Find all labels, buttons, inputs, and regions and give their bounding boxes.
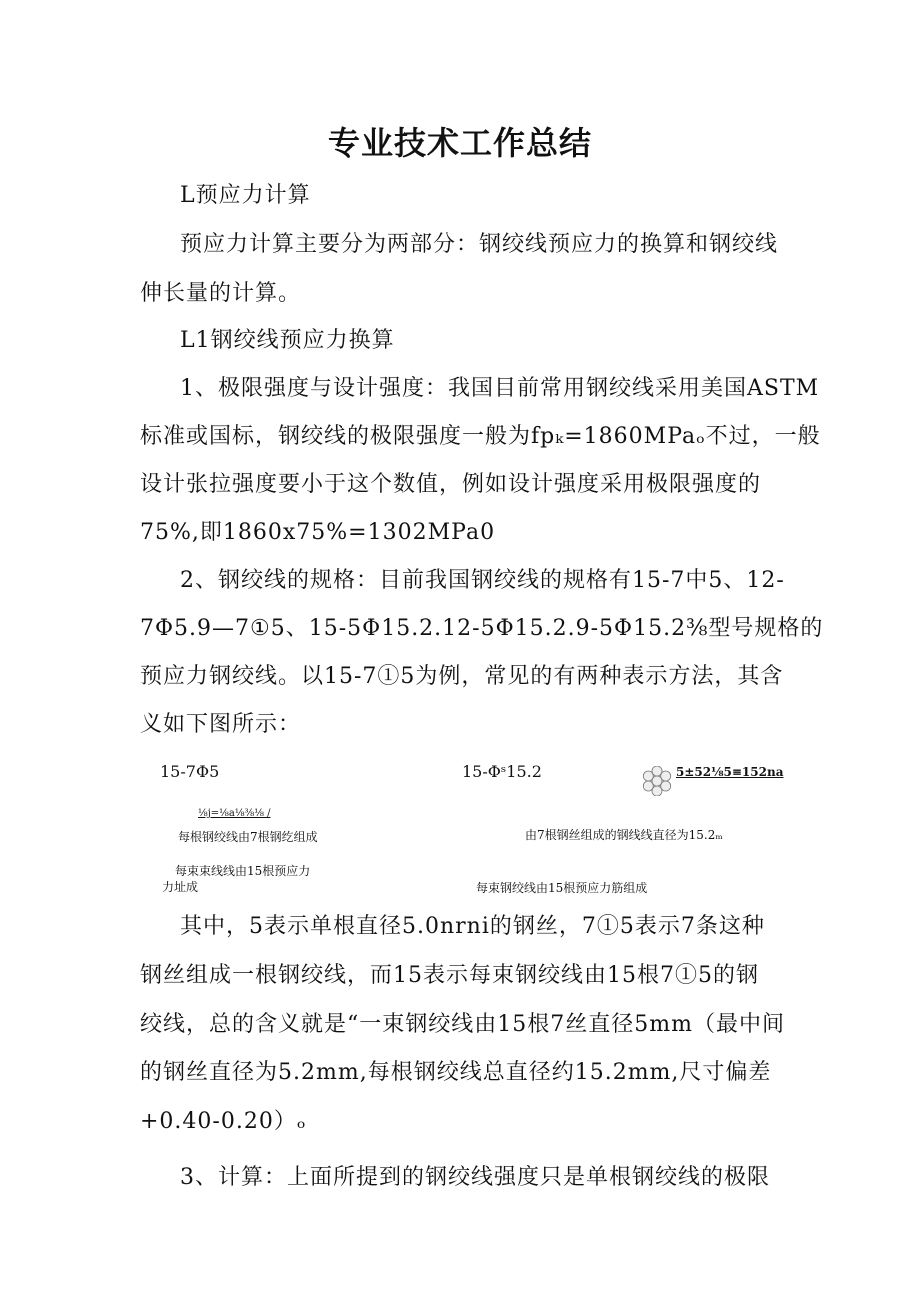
paragraph-line: 绞线，总的含义就是“一束钢绞线由15根7丝直径5mm（最中间 — [140, 1012, 785, 1037]
paragraph-line: 3、计算：上面所提到的钢绞线强度只是单根钢绞线的极限 — [180, 1165, 770, 1190]
figure-left-label: 15-7Φ5 — [160, 762, 220, 781]
figure-left-garbled: ⅛j=⅛a⅛⅜⅛ / — [198, 808, 271, 819]
paragraph-line: 钢丝组成一根钢绞线，而15表示每束钢绞线由15根7①5的钢 — [140, 963, 759, 988]
paragraph-line: 1、极限强度与设计强度：我国目前常用钢绞线采用美国ASTM — [180, 376, 820, 401]
paragraph-line: 伸长量的计算。 — [140, 281, 302, 306]
strand-cross-section-icon — [642, 766, 672, 796]
paragraph-line: 2、钢绞线的规格：目前我国钢绞线的规格有15-7中5、12- — [180, 568, 785, 593]
figure-left-caption-2b: 力址成 — [162, 880, 199, 894]
page-title: 专业技术工作总结 — [327, 124, 592, 162]
subsection-heading: L1钢绞线预应力换算 — [180, 328, 395, 353]
figure-right-caption-1: 由7根钢丝组成的钢线线直径为15.2ₘ — [525, 828, 723, 842]
paragraph-line: +0.40-0.20）ₒ — [140, 1109, 307, 1134]
figure-right-formula: 5±52⅛5≡152na — [676, 765, 784, 779]
paragraph-line: 设计张拉强度要小于这个数值，例如设计强度采用极限强度的 — [140, 472, 762, 497]
figure-right-label: 15-Φˢ15.2 — [462, 762, 542, 781]
figure-left-caption-2a: 每束束线线由15根预应力 — [175, 864, 311, 878]
figure-left-caption-1: 每根钢绞线由7根钢纥组成 — [178, 830, 318, 844]
paragraph-line: 预应力计算主要分为两部分：钢绞线预应力的换算和钢绞线 — [180, 232, 779, 257]
paragraph-line: 义如下图所示： — [140, 712, 302, 737]
paragraph-line: 标准或国标，钢绞线的极限强度一般为fpₖ=1860MPaₒ不过，一般 — [140, 424, 821, 449]
paragraph-line: 75%,即1860x75%=1302MPa0 — [140, 520, 496, 545]
paragraph-line: 7Φ5.9—7①5、15-5Φ15.2.12-5Φ15.2.9-5Φ15.2⅜型号规格的 — [140, 616, 824, 641]
paragraph-line: 其中，5表示单根直径5.0nrni的钢丝，7①5表示7条这种 — [180, 914, 765, 939]
figure-right-caption-2: 每束钢绞线由15根预应力筋组成 — [476, 881, 648, 895]
paragraph-line: 预应力钢绞线。以15-7①5为例，常见的有两种表示方法，其含 — [140, 664, 784, 689]
section-heading: L预应力计算 — [180, 183, 311, 208]
paragraph-line: 的钢丝直径为5.2mm,每根钢绞线总直径约15.2mm,尺寸偏差 — [140, 1060, 772, 1085]
